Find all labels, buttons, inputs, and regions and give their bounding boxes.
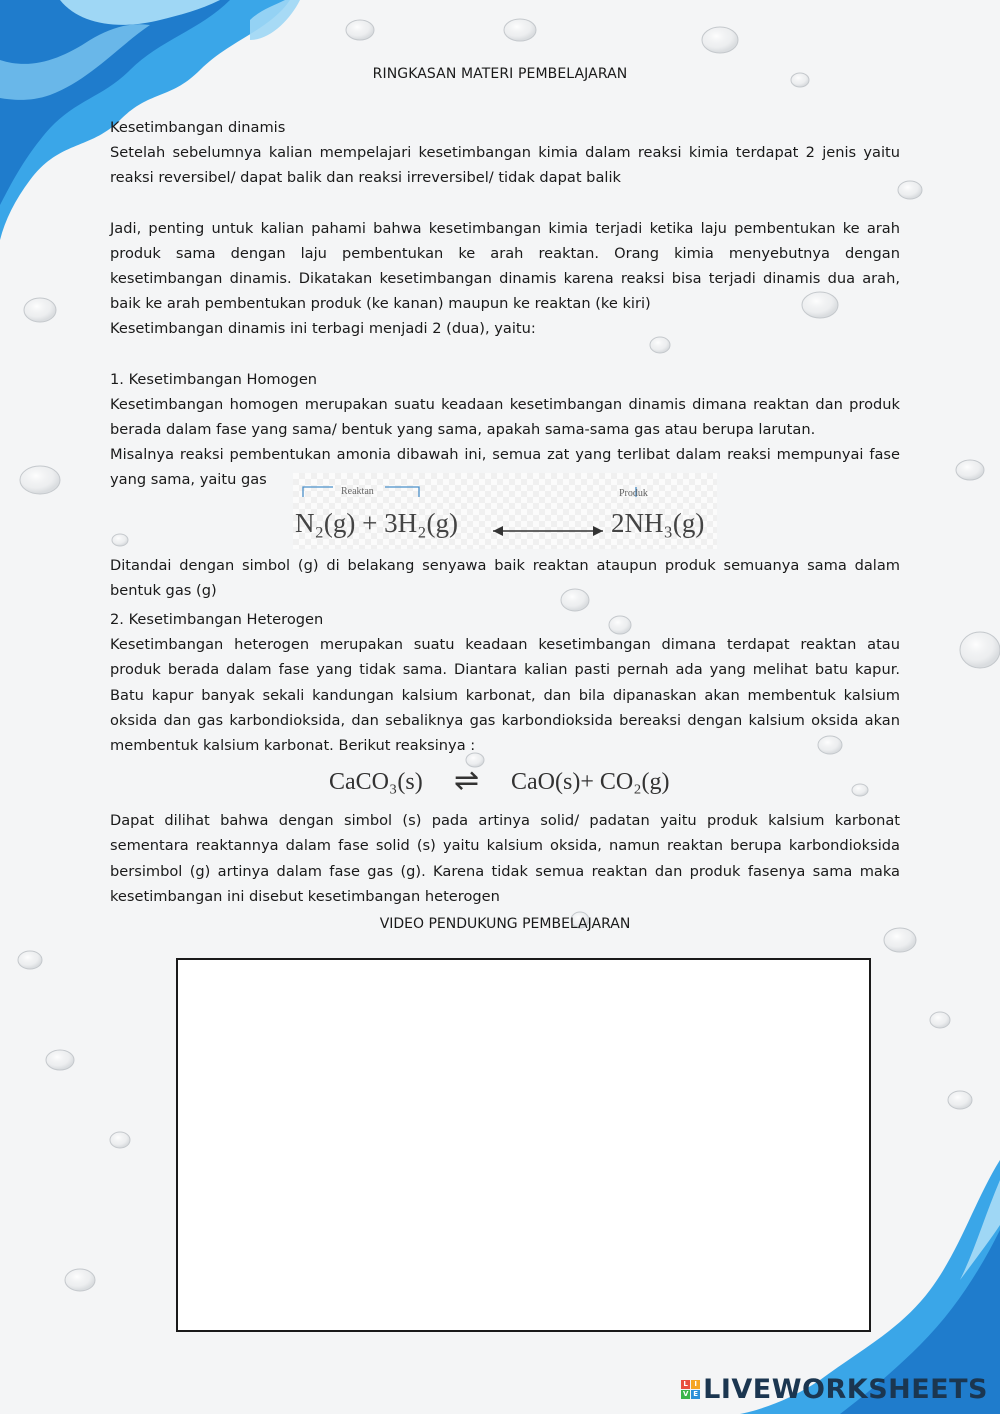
badge-letter: V <box>682 1389 689 1398</box>
paragraph: Misalnya reaksi pembentukan amonia dibawah ini, semua zat yang terlibat dalam reaksi mempunyai fase yang sama, yaitu gas <box>110 446 900 489</box>
subheading-heterogeneous: 2. Kesetimbangan Heterogen <box>110 611 324 629</box>
equation-products: 2NH₃(g) <box>611 507 705 538</box>
paragraph: Kesetimbangan dinamis ini terbagi menjadi 2 (dua), yaitu: <box>110 320 536 338</box>
lesson-summary <box>110 115 900 937</box>
badge-letter: E <box>691 1390 700 1399</box>
equilibrium-arrow: ⇌ <box>454 764 480 798</box>
badge-letter: L <box>681 1380 690 1389</box>
subheading-homogeneous: 1. Kesetimbangan Homogen <box>110 370 318 388</box>
logo-badge <box>681 1380 700 1399</box>
ammonia-equation <box>110 471 900 553</box>
equation-right: CaO(s)+ CO₂(g) <box>511 769 670 796</box>
paragraph: Ditandai dengan simbol (g) di belakang senyawa baik reaktan ataupun produk semuanya sama dalam bentuk gas (g) <box>110 556 900 599</box>
section-heading: Kesetimbangan dinamis <box>110 119 286 136</box>
logo-text: LIVEWORKSHEETS <box>703 1373 988 1405</box>
paragraph: Kesetimbangan homogen merupakan suatu keadaan kesetimbangan dinamis dimana reaktan dan produk berada dalam fase yang sama/ bentuk yang sama, apakah sama-sama gas atau berupa larutan. <box>110 395 900 439</box>
video-embed-frame[interactable] <box>176 958 871 1332</box>
product-label: Produk <box>619 487 648 499</box>
ammonia-equation-image <box>293 473 717 549</box>
paragraph: Kesetimbangan heterogen merupakan suatu keadaan kesetimbangan dimana terdapat reaktan atau produk berada dalam fase yang tidak sama. Diantara kalian pasti pernah ada yang melihat batu kapur. Batu kapur banyak sekali kandungan kalsium karbonat, dan bila dipanaskan akan membentuk kalsium oksida dan gas karbondioksida, dan sebaliknya gas karbondioksida bereaksi dengan kalsium oksida akan membentuk kalsium karbonat. Berikut reaksinya : <box>110 636 900 755</box>
reactant-label: Reaktan <box>341 485 374 497</box>
equation-reactants: N₂(g) + 3H₂(g) <box>295 507 459 538</box>
paragraph: Jadi, penting untuk kalian pahami bahwa kesetimbangan kimia terjadi ketika laju pembentukan ke arah produk sama dengan laju pembentukan ke arah reaktan. Orang kimia menyebutnya dengan kesetimbangan dinamis. Dikatakan kesetimbangan dinamis karena reaksi bisa terjadi dinamis dua arah, baik ke arah pembentukan produk (ke kanan) maupun ke reaktan (ke kiri) <box>110 219 900 313</box>
badge-letter: I <box>691 1380 700 1389</box>
video-section-title: VIDEO PENDUKUNG PEMBELAJARAN <box>379 916 631 933</box>
page-title: RINGKASAN MATERI PEMBELAJARAN <box>372 66 628 82</box>
paragraph: Dapat dilihat bahwa dengan simbol (s) pada artinya solid/ padatan yaitu produk kalsium karbonat sementara reaktannya dalam fase solid (s) yaitu kalsium oksida, namun reaktan berupa karbondioksida bersimbol (g) artinya dalam fase gas (g). Karena tidak semua reaktan dan produk fasenya sama maka kesetimbangan ini disebut kesetimbangan heterogen <box>110 812 900 905</box>
calcium-carbonate-equation <box>110 758 900 808</box>
equation-left: CaCO₃(s) <box>329 769 423 796</box>
paragraph: Setelah sebelumnya kalian mempelajari kesetimbangan kimia dalam reaksi kimia terdapat 2 jenis yaitu reaksi reversibel/ dapat balik dan reaksi irreversibel/ tidak dapat balik <box>110 144 900 187</box>
liveworksheets-logo[interactable] <box>681 1372 988 1406</box>
